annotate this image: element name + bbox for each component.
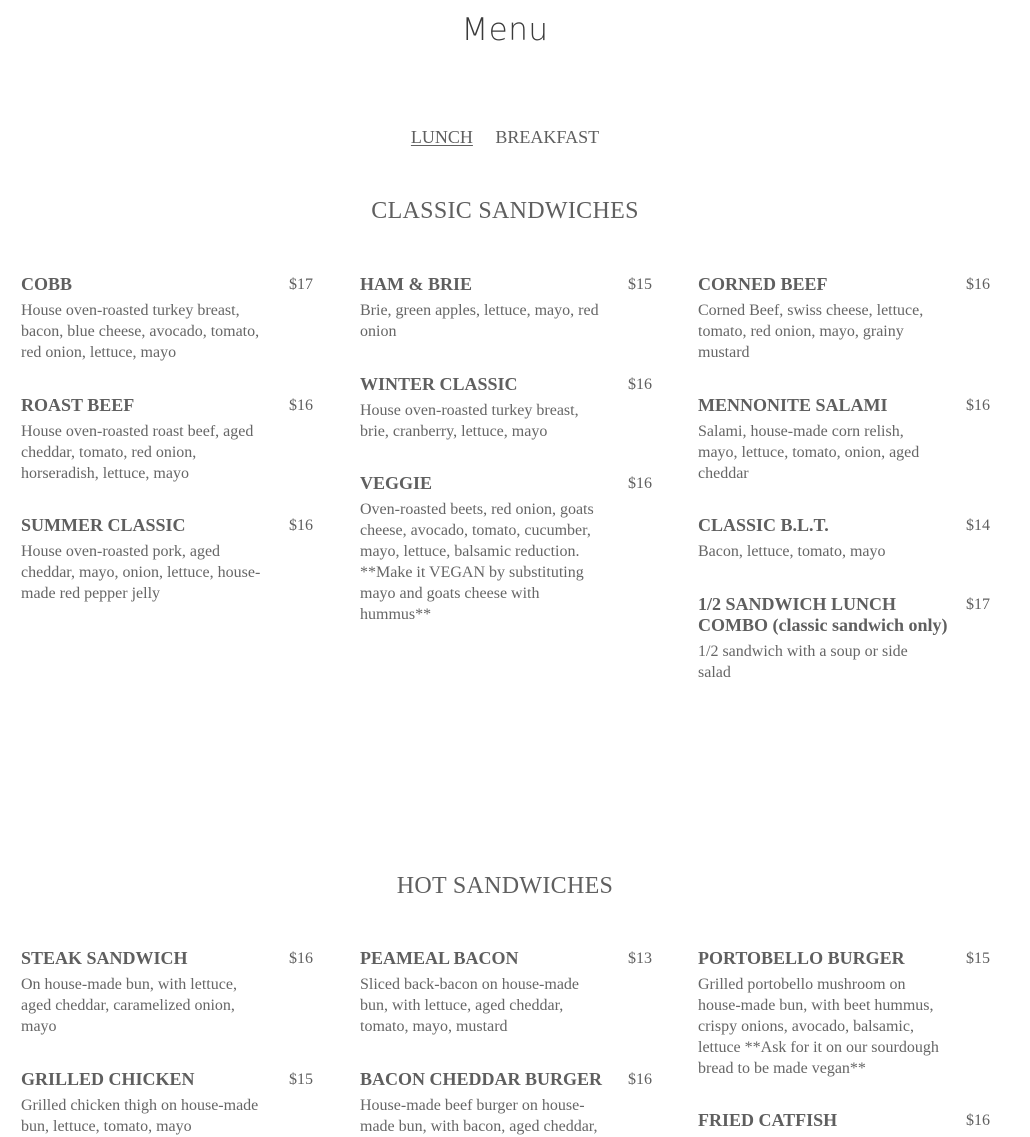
item-price: $17 [966,596,990,613]
item-description: House oven-roasted turkey breast, bacon, blue cheese, avocado, tomato, red onion, lettuce, mayo [21,302,260,361]
item-price: $16 [289,397,313,414]
item-description: On house-made bun, with lettuce, aged cheddar, caramelized onion, mayo [21,976,237,1035]
item-price: $16 [628,376,652,393]
item-price: $15 [289,1071,313,1088]
item-name: HAM & BRIE [360,274,472,294]
item-price: $16 [966,397,990,414]
item-price: $16 [289,950,313,967]
item-name: COBB [21,274,73,294]
item-price: $14 [966,517,990,534]
item-description: Bacon, lettuce, tomato, mayo [698,543,886,560]
item-name: WINTER CLASSIC [360,374,518,394]
item-description: Oven-roasted beets, red onion, goats cheese, avocado, tomato, cucumber, mayo, lettuce, balsamic reduction. **Make it VEGAN by substituting mayo and goats cheese with hummus** [360,501,594,623]
item-name: FRIED CATFISH [698,1110,838,1130]
item-price: $16 [289,517,313,534]
item-description: Corned Beef, swiss cheese, lettuce, tomato, red onion, mayo, grainy mustard [698,302,924,361]
item-name: PEAMEAL BACON [360,948,519,968]
item-description: House oven-roasted turkey breast, brie, cranberry, lettuce, mayo [360,402,579,440]
item-description: House oven-roasted pork, aged cheddar, mayo, onion, lettuce, house-made red pepper jelly [21,543,261,602]
item-name: 1/2 SANDWICH LUNCH COMBO (classic sandwich only) [698,594,948,635]
item-price: $16 [628,1071,652,1088]
item-name: PORTOBELLO BURGER [698,948,905,968]
item-name: CORNED BEEF [698,274,828,294]
tab-lunch[interactable]: LUNCH [410,127,473,147]
item-description: 1/2 sandwich with a soup or side salad [698,643,908,681]
item-price: $13 [628,950,652,967]
item-name: CLASSIC B.L.T. [698,515,829,535]
item-price: $16 [628,475,652,492]
item-description: Brie, green apples, lettuce, mayo, red onion [360,302,599,340]
page-title: Menu [461,12,549,48]
item-name: VEGGIE [360,473,433,493]
item-name: SUMMER CLASSIC [21,515,186,535]
menu-tabs [0,127,1010,148]
item-price: $16 [966,1112,990,1129]
section-title-hot-sandwiches: HOT SANDWICHES [396,873,614,899]
item-description: Sliced back-bacon on house-made bun, with lettuce, aged cheddar, tomato, mayo, mustard [360,976,580,1035]
item-description: House-made beef burger on house-made bun, with bacon, aged cheddar, [360,1097,598,1135]
item-description: Salami, house-made corn relish, mayo, lettuce, tomato, onion, aged cheddar [698,423,920,482]
item-description: Grilled chicken thigh on house-made bun, lettuce, tomato, mayo [21,1097,259,1135]
item-name: ROAST BEEF [21,395,135,415]
item-name: MENNONITE SALAMI [698,395,888,415]
item-price: $15 [966,950,990,967]
item-price: $16 [966,276,990,293]
item-price: $15 [628,276,652,293]
item-description: House oven-roasted roast beef, aged cheddar, tomato, red onion, horseradish, lettuce, mayo [21,423,254,482]
item-price: $17 [289,276,313,293]
item-name: STEAK SANDWICH [21,948,188,968]
item-description: Grilled portobello mushroom on house-made bun, with beet hummus, crispy onions, avocado, balsamic, lettuce **Ask for it on our sourdough bread to be made vegan** [698,976,939,1077]
tab-breakfast[interactable]: BREAKFAST [495,127,600,147]
section-title-classic-sandwiches: CLASSIC SANDWICHES [371,198,639,224]
item-name: BACON CHEDDAR BURGER [360,1069,603,1089]
item-name: GRILLED CHICKEN [21,1069,195,1089]
